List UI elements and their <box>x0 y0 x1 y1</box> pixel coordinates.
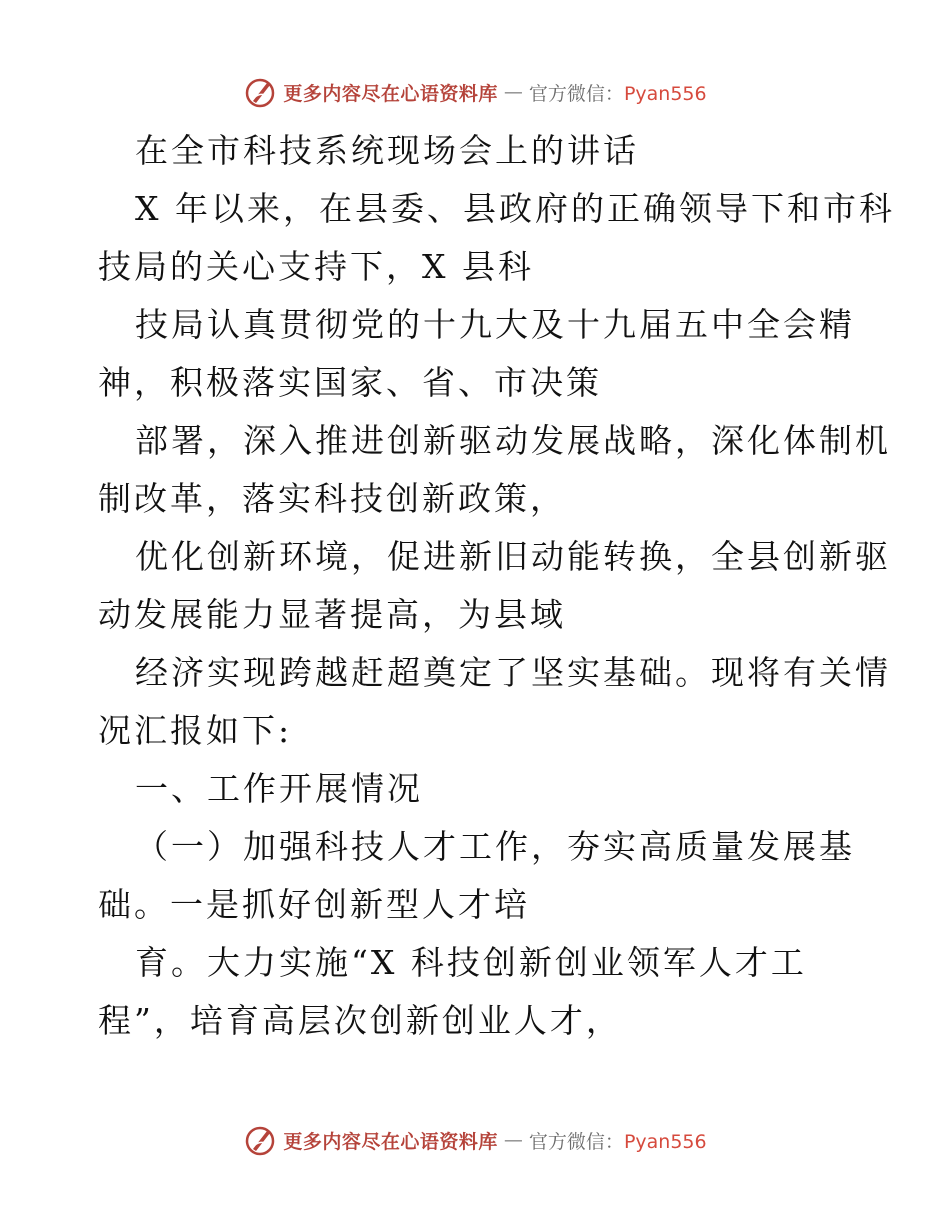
paragraph-line: 部署，深入推进创新驱动发展战略，深化体制机 <box>135 421 891 460</box>
quill-pen-icon <box>243 1123 277 1157</box>
wechat-id: Pyan556 <box>623 82 707 105</box>
watermark-wechat <box>529 79 707 106</box>
paragraph-line: 神，积极落实国家、省、市决策 <box>98 363 602 402</box>
quill-pen-icon <box>243 75 277 109</box>
wechat-label: 官方微信： <box>528 82 624 105</box>
subsection-heading: （一）加强科技人才工作，夯实高质量发展基 <box>135 827 855 866</box>
paragraph-line: 育。大力实施“X 科技创新创业领军人才工 <box>135 943 807 982</box>
watermark-banner-bottom <box>0 1120 950 1160</box>
paragraph-line: 技局的关心支持下，X 县科 <box>98 247 534 286</box>
paragraph-line: 础。一是抓好创新型人才培 <box>98 885 530 924</box>
wechat-label: 官方微信： <box>528 1130 624 1153</box>
paragraph-line: 优化创新环境，促进新旧动能转换，全县创新驱 <box>135 537 891 576</box>
paragraph-line: 动发展能力显著提高，为县域 <box>98 595 566 634</box>
watermark-separator: — <box>503 81 523 103</box>
watermark-text: 更多内容尽在心语资料库 <box>283 82 498 105</box>
paragraph-line: 技局认真贯彻党的十九大及十九届五中全会精 <box>135 305 855 344</box>
watermark-text: 更多内容尽在心语资料库 <box>283 1130 498 1153</box>
section-heading: 一、工作开展情况 <box>135 769 423 808</box>
paragraph-line: 况汇报如下: <box>98 711 293 750</box>
paragraph-line: 经济实现跨越赶超奠定了坚实基础。现将有关情 <box>135 653 891 692</box>
document-title: 在全市科技系统现场会上的讲话 <box>135 131 639 170</box>
watermark-banner-top <box>0 72 950 112</box>
watermark-wechat <box>529 1127 707 1154</box>
paragraph-line: 制改革，落实科技创新政策， <box>98 479 566 518</box>
wechat-id: Pyan556 <box>623 1130 707 1153</box>
document-body <box>98 122 895 1050</box>
watermark-separator: — <box>503 1129 523 1151</box>
paragraph-line: 程”，培育高层次创新创业人才， <box>98 1001 622 1040</box>
paragraph-line: X 年以来，在县委、县政府的正确领导下和市科 <box>135 189 895 228</box>
